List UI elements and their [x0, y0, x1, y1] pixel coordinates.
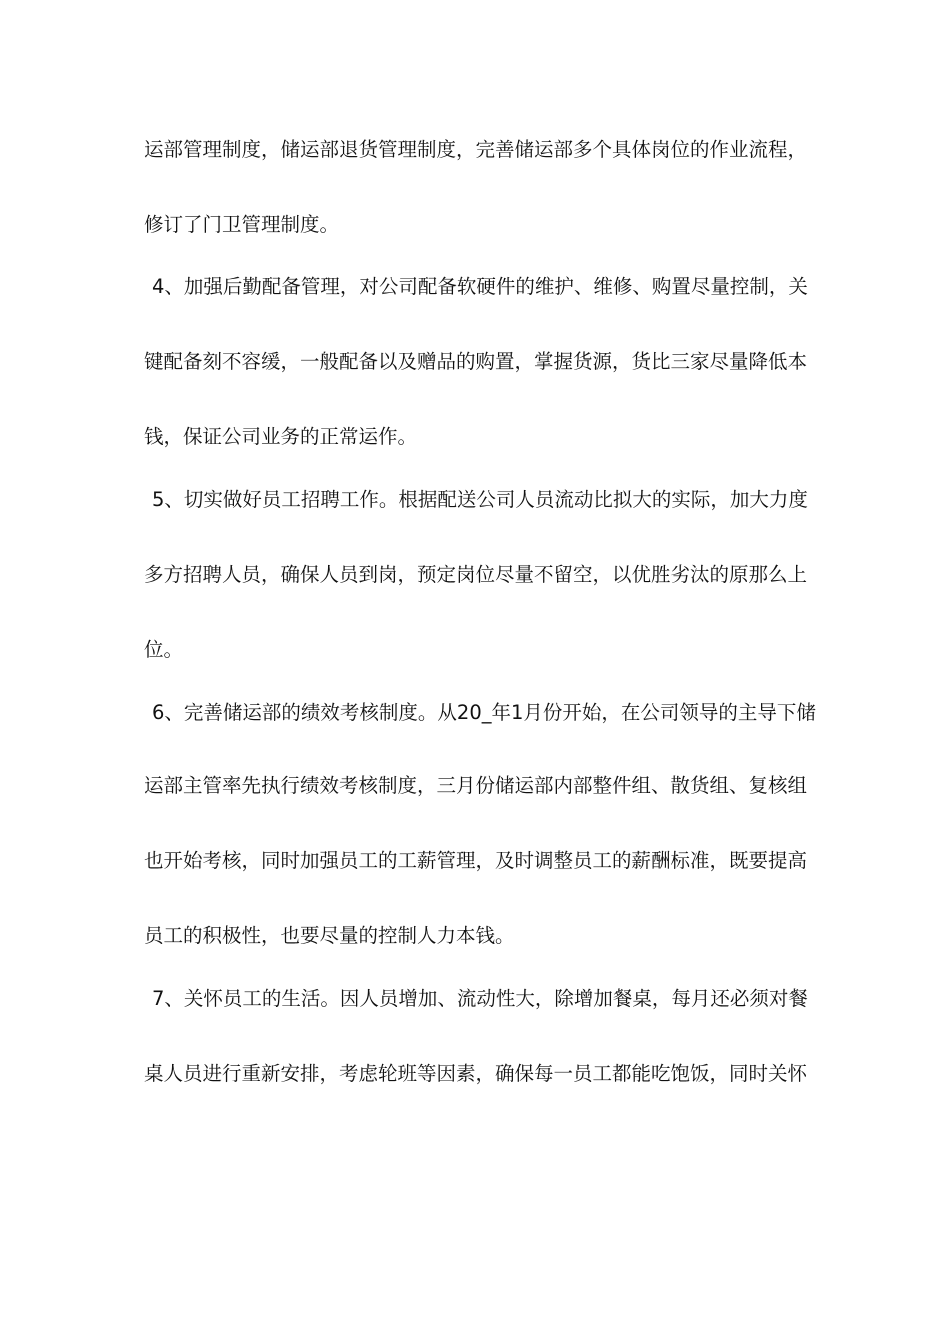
paragraph-line: 运部主管率先执行绩效考核制度，三月份储运部内部整件组、散货组、复核组	[144, 774, 808, 797]
paragraph-line: 员工的积极性，也要尽量的控制人力本钱。	[144, 924, 515, 947]
list-item-line: 5、切实做好员工招聘工作。根据配送公司人员流动比拟大的实际，加大力度	[152, 488, 808, 511]
paragraph-line: 钱，保证公司业务的正常运作。	[144, 425, 418, 448]
paragraph-line: 运部管理制度，储运部退货管理制度，完善储运部多个具体岗位的作业流程，	[144, 138, 808, 161]
paragraph-line: 位。	[144, 638, 184, 661]
paragraph-line: 桌人员进行重新安排，考虑轮班等因素，确保每一员工都能吃饱饭，同时关怀	[144, 1062, 808, 1085]
paragraph-line: 修订了门卫管理制度。	[144, 213, 340, 236]
list-item-line: 7、关怀员工的生活。因人员增加、流动性大，除增加餐桌，每月还必须对餐	[152, 987, 808, 1010]
paragraph-line: 键配备刻不容缓，一般配备以及赠品的购置，掌握货源，货比三家尽量降低本	[144, 350, 808, 373]
paragraph-line: 也开始考核，同时加强员工的工薪管理，及时调整员工的薪酬标准，既要提高	[144, 849, 808, 872]
list-item-line: 4、加强后勤配备管理，对公司配备软硬件的维护、维修、购置尽量控制，关	[152, 275, 808, 298]
paragraph-line: 多方招聘人员，确保人员到岗，预定岗位尽量不留空，以优胜劣汰的原那么上	[144, 563, 808, 586]
list-item-line: 6、完善储运部的绩效考核制度。从20_年1月份开始，在公司领导的主导下储	[152, 701, 816, 724]
